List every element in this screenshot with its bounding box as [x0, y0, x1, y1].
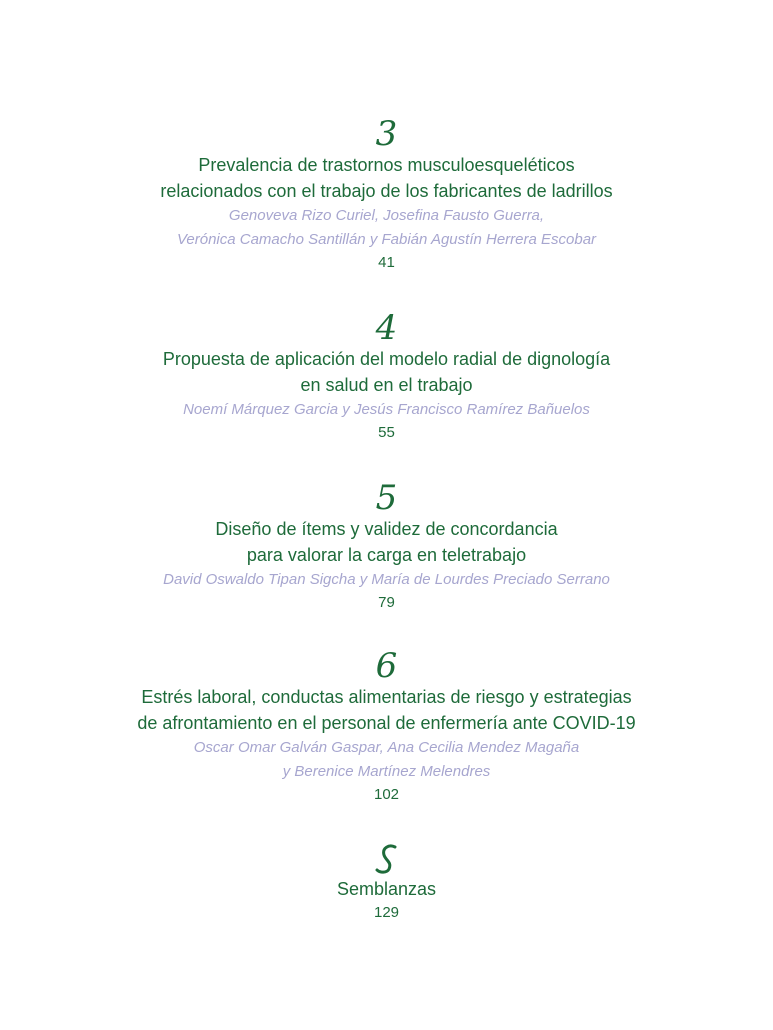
- toc-entry-4: [0, 310, 773, 444]
- chapter-page-number: 79: [378, 594, 395, 611]
- semblanzas-page-number: 129: [373, 904, 400, 921]
- semblanzas-glyph-icon: [367, 840, 407, 876]
- chapter-title-line: relacionados con el trabajo de los fabricantes de ladrillos: [160, 181, 613, 201]
- chapter-title-line: Estrés laboral, conductas alimentarias de riesgo y estrategias: [141, 687, 632, 707]
- chapter-title-line: en salud en el trabajo: [300, 375, 473, 395]
- chapter-number: 4: [375, 308, 398, 348]
- chapter-title-line: Propuesta de aplicación del modelo radial de dignología: [162, 349, 611, 369]
- chapter-number: 5: [375, 478, 398, 518]
- chapter-authors-line: David Oswaldo Tipan Sigcha y María de Lourdes Preciado Serrano: [163, 571, 610, 588]
- toc-entry-3: [0, 116, 773, 274]
- chapter-authors-line: y Berenice Martínez Melendres: [282, 763, 491, 780]
- toc-entry-semblanzas: [0, 840, 773, 924]
- chapter-title[interactable]: [0, 516, 773, 568]
- chapter-authors: [0, 204, 773, 252]
- chapter-authors-line: Oscar Omar Galván Gaspar, Ana Cecilia Mendez Magaña: [193, 739, 580, 756]
- chapter-authors-line: Verónica Camacho Santillán y Fabián Agustín Herrera Escobar: [176, 231, 597, 248]
- chapter-title[interactable]: [0, 684, 773, 736]
- semblanzas-title[interactable]: Semblanzas: [336, 879, 437, 899]
- chapter-page-number: 55: [378, 424, 395, 441]
- chapter-number: 6: [375, 646, 398, 686]
- toc-entry-5: [0, 480, 773, 614]
- chapter-authors: [0, 736, 773, 784]
- chapter-authors-line: Noemí Márquez Garcia y Jesús Francisco Ramírez Bañuelos: [183, 401, 590, 418]
- chapter-title-line: Prevalencia de trastornos musculoesqueléticos: [198, 155, 575, 175]
- toc-entry-6: [0, 648, 773, 806]
- chapter-title-line: Diseño de ítems y validez de concordancia: [215, 519, 558, 539]
- semblanzas-marker: [0, 840, 773, 876]
- chapter-page-number: 41: [378, 254, 395, 271]
- chapter-authors-line: Genoveva Rizo Curiel, Josefina Fausto Guerra,: [228, 207, 545, 224]
- chapter-number: 3: [375, 114, 398, 154]
- chapter-authors: [0, 568, 773, 592]
- chapter-title-line: de afrontamiento en el personal de enfermería ante COVID-19: [137, 713, 636, 733]
- chapter-title[interactable]: [0, 152, 773, 204]
- chapter-page-number: 102: [373, 786, 400, 803]
- chapter-authors: [0, 398, 773, 422]
- chapter-title[interactable]: [0, 346, 773, 398]
- chapter-title-line: para valorar la carga en teletrabajo: [246, 545, 527, 565]
